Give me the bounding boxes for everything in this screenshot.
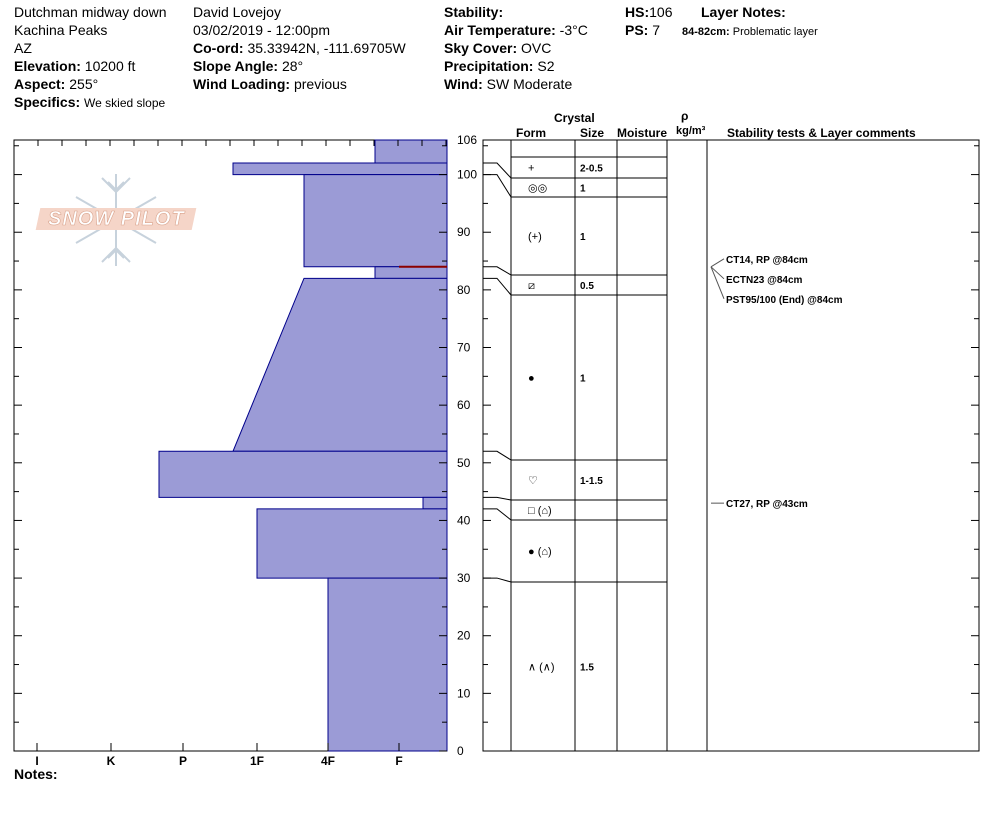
layer-form-symbol: □ (⌂) xyxy=(528,505,552,517)
hs-value: 106 xyxy=(649,4,673,20)
observer-name: David Lovejoy xyxy=(193,4,281,20)
state-name: AZ xyxy=(14,40,32,56)
logo-text: SNOW PILOT xyxy=(48,208,185,230)
stability-test-arrow xyxy=(711,267,724,299)
tests-column xyxy=(707,140,979,751)
sky-cover-value: OVC xyxy=(521,40,552,56)
layer-size: 2-0.5 xyxy=(580,163,603,175)
hardness-tick-label: F xyxy=(395,754,403,768)
elevation-value: 10200 ft xyxy=(84,58,136,74)
notes-label: Notes: xyxy=(14,766,58,782)
hardness-layer-bar xyxy=(423,497,447,509)
hardness-profile xyxy=(159,140,447,751)
depth-tick-label: 40 xyxy=(457,513,471,528)
slope-value: 28° xyxy=(281,58,304,74)
layer-connector xyxy=(483,267,511,275)
layer-connector xyxy=(483,497,511,500)
depth-tick-label: 70 xyxy=(457,340,471,355)
moisture-column xyxy=(617,140,667,751)
ps-label: PS: xyxy=(625,22,649,38)
stability-test-arrow xyxy=(711,259,724,267)
density-unit-header: kg/m³ xyxy=(676,125,706,137)
layer-connector xyxy=(483,278,511,295)
layer-form-symbol: ⧄ xyxy=(528,280,535,292)
hardness-layer-bar xyxy=(328,578,447,751)
hs-label: HS: xyxy=(625,4,650,20)
wind-loading-label: Wind Loading: xyxy=(193,76,291,92)
hardness-layer-bar xyxy=(233,278,447,451)
stability-test-label: CT14, RP @84cm xyxy=(726,254,808,266)
depth-tick-label: 20 xyxy=(457,628,471,643)
layer-notes-label: Layer Notes: xyxy=(701,4,786,20)
location-name: Dutchman midway down xyxy=(14,4,167,20)
air-temp-value: -3°C xyxy=(559,22,588,38)
stability-label: Stability: xyxy=(444,4,504,20)
stability-test-label: PST95/100 (End) @84cm xyxy=(726,294,843,306)
layer-form-symbol: ∧ (∧) xyxy=(528,661,555,674)
aspect-label: Aspect: xyxy=(14,76,66,92)
hardness-tick-label: K xyxy=(106,754,116,768)
layer-connector xyxy=(483,163,511,178)
layer-connector xyxy=(483,578,511,582)
depth-tick-label: 50 xyxy=(457,455,471,470)
precip-value: S2 xyxy=(537,58,555,74)
ps-value: 7 xyxy=(652,22,661,38)
aspect-value: 255° xyxy=(69,76,99,92)
depth-tick-label: 0 xyxy=(457,744,464,758)
slope-label: Slope Angle: xyxy=(193,58,279,74)
specifics-label: Specifics: xyxy=(14,94,81,110)
depth-tick-label: 106 xyxy=(457,133,478,147)
layer-connector xyxy=(483,509,511,520)
layer-form-symbol: ● xyxy=(528,372,535,385)
coord-value: 35.33942N, -111.69705W xyxy=(247,40,406,56)
hardness-layer-bar xyxy=(375,140,447,163)
layer-connector xyxy=(483,451,511,460)
layer-form-symbol: ◎◎ xyxy=(528,182,548,195)
hardness-layer-bar xyxy=(233,163,447,175)
stability-test-label: CT27, RP @43cm xyxy=(726,499,808,511)
air-temp-label: Air Temperature: xyxy=(444,22,556,38)
wind-value: SW Moderate xyxy=(486,76,573,92)
form-column xyxy=(511,140,575,751)
layer-size: 1.5 xyxy=(580,662,594,674)
hardness-layer-bar xyxy=(304,175,447,267)
hardness-tick-label: 1F xyxy=(249,754,265,768)
layer-size: 1-1.5 xyxy=(580,476,603,487)
form-header: Form xyxy=(516,126,546,140)
depth-tick-label: 80 xyxy=(457,282,471,297)
layer-note-text: Problematic layer xyxy=(732,26,818,38)
layer-size: 1 xyxy=(580,373,586,385)
layer-size: 1 xyxy=(580,232,586,243)
layer-form-symbol: ♡ xyxy=(528,475,538,487)
precip-label: Precipitation: xyxy=(444,58,534,74)
layer-form-symbol: ● (⌂) xyxy=(528,546,552,558)
depth-tick-label: 10 xyxy=(457,686,471,701)
layer-form-symbol: + xyxy=(528,162,535,175)
wind-label: Wind: xyxy=(444,76,483,92)
hardness-layer-bar xyxy=(257,509,447,578)
layer-connector xyxy=(483,175,511,197)
depth-connector-column xyxy=(483,140,511,751)
crystal-header: Crystal xyxy=(554,111,595,125)
hardness-layer-bar xyxy=(159,451,447,497)
layer-size: 0.5 xyxy=(580,281,594,292)
stability-tests xyxy=(711,255,843,510)
coord-label: Co-ord: xyxy=(193,40,244,56)
density-column xyxy=(667,140,707,751)
hardness-layer-bar xyxy=(375,267,447,279)
range-name: Kachina Peaks xyxy=(14,22,108,38)
depth-tick-label: 30 xyxy=(457,571,471,586)
specifics-value: We skied slope xyxy=(84,96,166,110)
tests-header: Stability tests & Layer comments xyxy=(727,126,916,140)
rho-header: ρ xyxy=(681,109,689,123)
hardness-tick-label: I xyxy=(35,754,39,768)
size-header: Size xyxy=(580,126,605,140)
depth-tick-label: 90 xyxy=(457,225,471,240)
elevation-label: Elevation: xyxy=(14,58,81,74)
depth-tick-label: 60 xyxy=(457,398,471,413)
stability-test-label: ECTN23 @84cm xyxy=(726,274,803,286)
hardness-tick-label: P xyxy=(178,754,188,768)
hardness-tick-label: 4F xyxy=(320,754,336,768)
moisture-header: Moisture xyxy=(617,126,668,140)
depth-tick-label: 100 xyxy=(457,167,478,182)
observation-datetime: 03/02/2019 - 12:00pm xyxy=(193,22,330,38)
depth-axis xyxy=(14,133,979,758)
wind-loading-value: previous xyxy=(293,76,347,92)
layer-size: 1 xyxy=(580,183,586,195)
sky-cover-label: Sky Cover: xyxy=(444,40,518,56)
layer-form-symbol: (+) xyxy=(528,231,542,243)
layer-note-range: 84-82cm: xyxy=(682,26,730,38)
